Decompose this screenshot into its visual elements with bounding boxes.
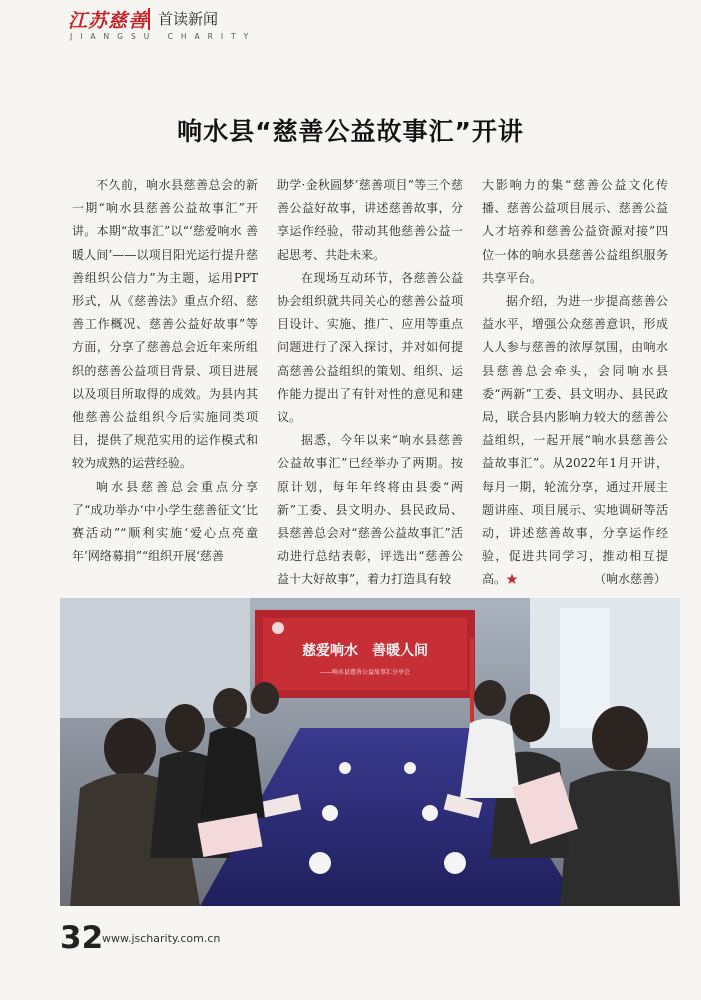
paragraph: 助学·金秋圆梦’慈善项目”等三个慈善公益好故事，讲述慈善故事，分享运作经验，带动其他慈善公益一起思考、共赴未来。 <box>277 178 463 262</box>
paragraph-text: 据介绍，为进一步提高慈善公益水平，增强公众慈善意识，形成人人参与慈善的浓厚氛围，由响水县慈善总会牵头，会同响水县委“两新”工委、县文明办、县民政局，联合县内影响力较大的慈善公益组织，一起开展“响水县慈善公益故事汇”。从2022年1月开讲，每月一期，轮流分享，通过开展主题讲座、项目展示、实地调研等活动，讲述慈善故事，分享运作经验，促进共同学习，推动相互提高。 <box>482 294 668 587</box>
article-column-2 <box>277 174 463 592</box>
article-column-1 <box>72 174 258 568</box>
website-url: www.jscharity.com.cn <box>102 932 221 945</box>
page-number: 32 <box>60 920 104 956</box>
article-column-3 <box>482 174 668 592</box>
header-divider <box>148 8 150 30</box>
magazine-logo-en: JIANGSU CHARITY <box>70 32 257 41</box>
meeting-photo-illustration <box>60 598 680 906</box>
paragraph: 据悉，今年以来“响水县慈善公益故事汇”已经举办了两期。按原计划，每年年终将由县委“两新”工委、县文明办、县民政局、县慈善总会对“慈善公益故事汇”活动进行总结表彰，评选出“慈善公益十大好故事”，着力打造具有较 <box>277 433 463 587</box>
banner-text: 慈爱响水 善暖人间 <box>302 643 428 659</box>
page-header <box>68 6 668 46</box>
article-credit: （响水慈善） <box>593 572 666 587</box>
paragraph: 响水县慈善总会重点分享了“成功举办‘中小学生慈善征文’比赛活动”“顺利实施‘爱心点亮童年’网络募捐”“组织开展‘慈善 <box>72 479 258 564</box>
article-photo <box>60 598 680 906</box>
paragraph: 大影响力的集“慈善公益文化传播、慈善公益项目展示、慈善公益人才培养和慈善公益资源对接”四位一体的响水县慈善公益组织服务共享平台。 <box>482 178 668 285</box>
magazine-logo: 江苏慈善 <box>68 10 149 32</box>
article-title: 响水县“慈善公益故事汇”开讲 <box>177 117 524 146</box>
end-star-icon: ★ <box>506 572 519 587</box>
banner-subtext: ——响水县慈善公益故事汇分享会 <box>319 669 411 676</box>
paragraph: 在现场互动环节，各慈善公益协会组织就共同关心的慈善公益项目设计、实施、推广、应用等重点问题进行了深入探讨，并对如何提高慈善公益组织的策划、组织、运作能力提出了有针对性的意见和建议。 <box>277 270 463 425</box>
section-name: 首读新闻 <box>158 10 219 28</box>
paragraph: 不久前，响水县慈善总会的新一期“响水县慈善公益故事汇”开讲。本期“故事汇”以“‘慈爱响水 善暖人间’——以项目阳光运行提升慈善组织公信力”为主题，运用PPT形式，从《慈善法》重点介绍、慈善工作概况、慈善公益好故事”等方面，分享了慈善总会近年来所组织的慈善公益项目背景、项目进展以及项目所取得的成效。为县内其他慈善公益组织今后实施同类项目，提供了规范实用的运作模式和较为成熟的运营经验。 <box>72 178 258 471</box>
paragraph <box>482 290 668 592</box>
